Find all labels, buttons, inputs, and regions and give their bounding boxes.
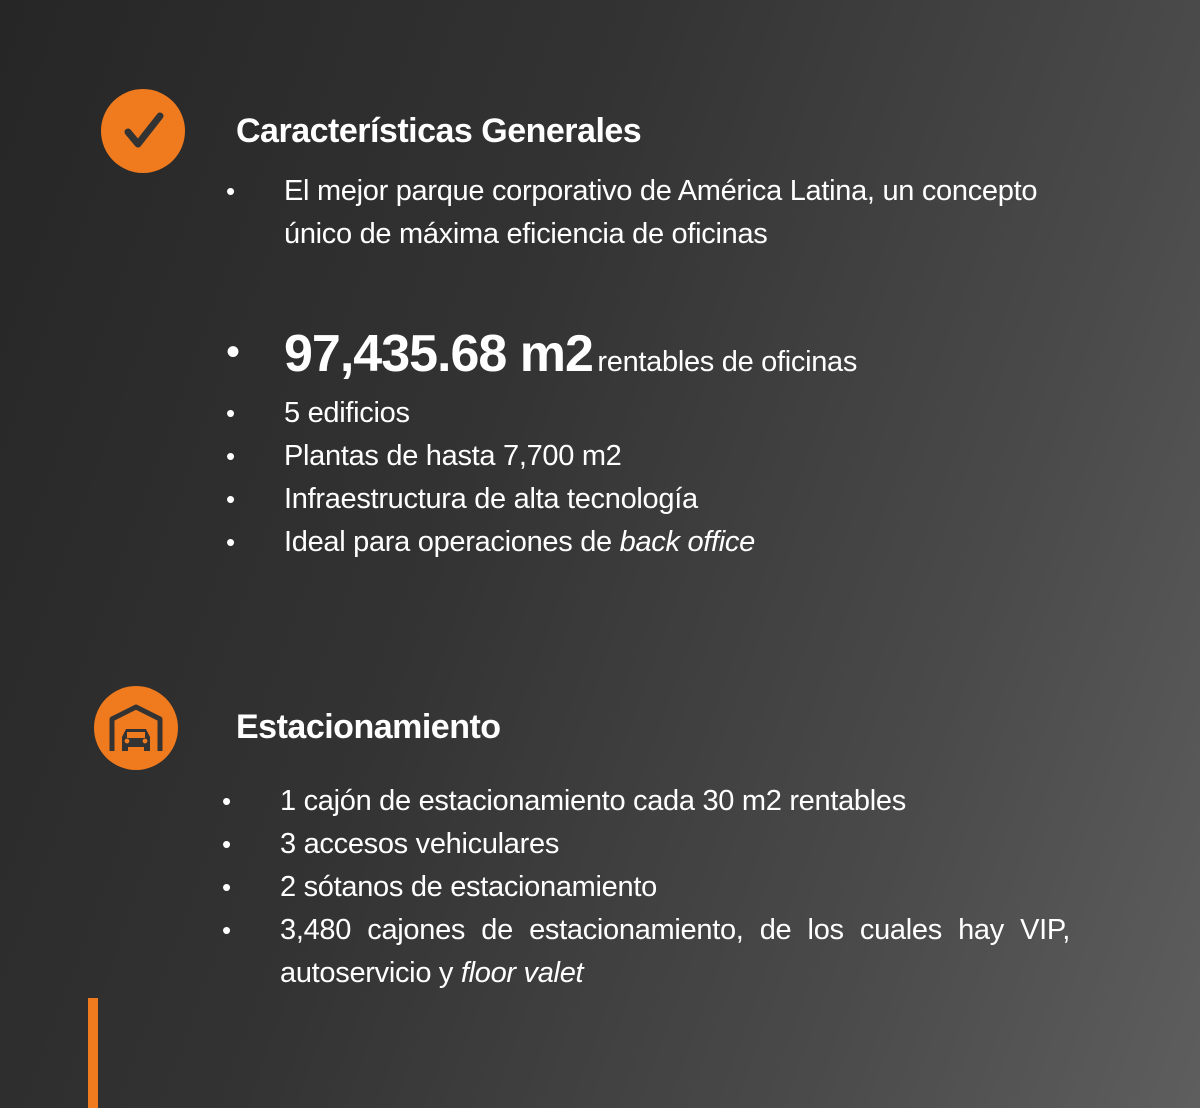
list-item-emphasis: floor valet xyxy=(460,957,584,989)
accent-bar xyxy=(88,998,98,1108)
list-item: • El mejor parque corporativo de América Latina, un concepto único de máxima eficiencia de oficinas xyxy=(226,170,1046,256)
list-item: • 1 cajón de estacionamiento cada 30 m2 rentables xyxy=(222,780,1070,823)
parking-features-list xyxy=(222,780,1070,995)
general-intro-list xyxy=(226,170,1046,256)
list-item: • Plantas de hasta 7,700 m2 xyxy=(226,435,1126,478)
rentable-area-value: 97,435.68 m2 xyxy=(284,325,593,383)
general-features-list xyxy=(226,392,1126,564)
section-title-general: Características Generales xyxy=(236,112,642,150)
list-item xyxy=(226,521,1126,564)
list-item-text: Ideal para operaciones de xyxy=(284,526,620,558)
bullet: • xyxy=(226,330,241,374)
list-item-emphasis: back office xyxy=(619,526,755,558)
list-item-text: 3,480 cajones de estacionamiento, de los cuales hay VIP, autoservicio y xyxy=(280,914,1070,989)
list-item xyxy=(222,909,1070,995)
list-item: • 5 edificios xyxy=(226,392,1126,435)
list-item: • Infraestructura de alta tecnología xyxy=(226,478,1126,521)
check-mark-icon xyxy=(101,89,185,173)
rentable-area-highlight xyxy=(226,318,857,390)
rentable-area-label: rentables de oficinas xyxy=(597,346,858,378)
list-item: • 2 sótanos de estacionamiento xyxy=(222,866,1070,909)
list-item: • 3 accesos vehiculares xyxy=(222,823,1070,866)
garage-car-icon xyxy=(94,686,178,770)
section-title-parking: Estacionamiento xyxy=(236,708,501,746)
